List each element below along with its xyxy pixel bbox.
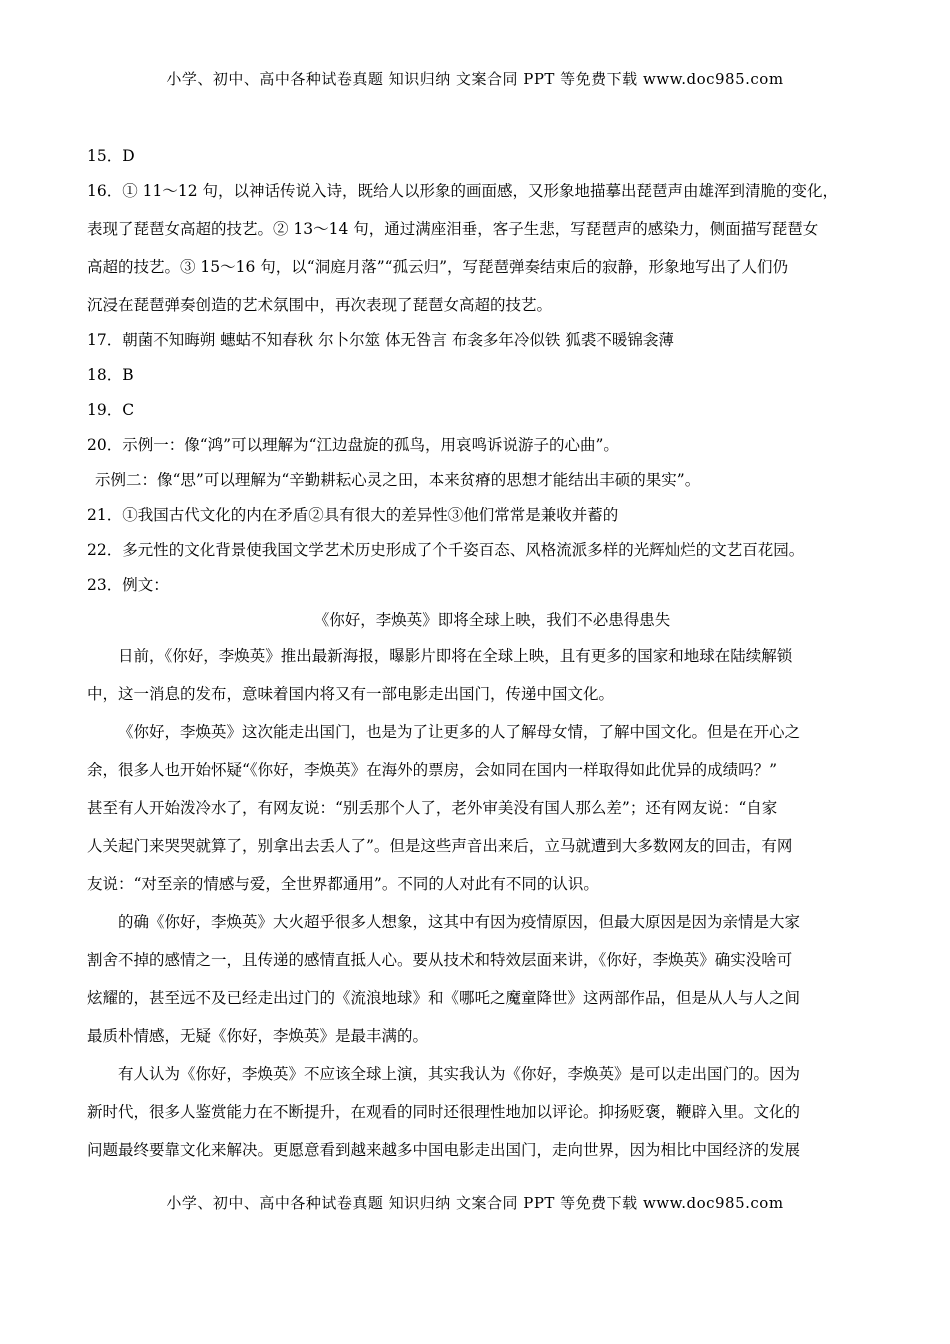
page-header: 小学、初中、高中各种试卷真题 知识归纳 文案合同 PPT 等免费下载 www.doc985.com [166,70,784,88]
answer-19: 19．C [87,401,135,419]
essay-p2-line-1: 《你好，李焕英》这次能走出国门，也是为了让更多的人了解母女情，了解中国文化。但是在开心之 [118,723,801,741]
answer-content [87,146,867,1178]
answer-18: 18．B [87,366,134,384]
essay-p2-line-3: 甚至有人开始泼冷水了，有网友说：“别丢那个人了，老外审美没有国人那么差”；还有网友说：“自家 [87,799,778,817]
essay-p3-line-1: 的确《你好，李焕英》大火超乎很多人想象，这其中有因为疫情原因，但最大原因是因为亲情是大家 [118,913,801,931]
essay-p4-line-2: 新时代，很多人鉴赏能力在不断提升，在观看的同时还很理性地加以评论。抑扬贬褒，鞭辟入里。文化的 [87,1103,801,1121]
essay-p3-line-4: 最质朴情感，无疑《你好，李焕英》是最丰满的。 [87,1027,429,1045]
page-footer: 小学、初中、高中各种试卷真题 知识归纳 文案合同 PPT 等免费下载 www.doc985.com [166,1194,784,1212]
answer-16-line-1: 16．① 11～12 句，以神话传说入诗，既给人以形象的画面感，又形象地描摹出琵琶声由雄浑到清脆的变化， [87,182,839,200]
essay-p4-line-3: 问题最终要靠文化来解决。更愿意看到越来越多中国电影走出国门，走向世界，因为相比中国经济的发展 [87,1141,801,1159]
essay-p2-line-5: 友说：“对至亲的情感与爱，全世界都通用”。不同的人对此有不同的认识。 [87,875,599,893]
answer-17: 17．朝菌不知晦朔 蟪蛄不知春秋 尔卜尔筮 体无咎言 布衾多年冷似铁 狐裘不暖锦衾薄 [87,331,674,349]
answer-22: 22．多元性的文化背景使我国文学艺术历史形成了个千姿百态、风格流派多样的光辉灿烂的文艺百花园。 [87,541,805,559]
essay-title: 《你好，李焕英》即将全球上映，我们不必患得患失 [313,611,671,629]
essay-p3-line-3: 炫耀的，甚至远不及已经走出过门的《流浪地球》和《哪吒之魔童降世》这两部作品，但是从人与人之间 [87,989,801,1007]
essay-p1-line-2: 中，这一消息的发布，意味着国内将又有一部电影走出国门，传递中国文化。 [87,685,615,703]
essay-p4-line-1: 有人认为《你好，李焕英》不应该全球上演，其实我认为《你好，李焕英》是可以走出国门的。因为 [118,1065,801,1083]
essay-p2-line-2: 余，很多人也开始怀疑“《你好，李焕英》在海外的票房，会如同在国内一样取得如此优异的成绩吗？” [87,761,778,779]
essay-p2-line-4: 人关起门来哭哭就算了，别拿出去丢人了”。但是这些声音出来后，立马就遭到大多数网友的回击，有网 [87,837,793,855]
answer-16-line-4: 沉浸在琵琶弹奏创造的艺术氛围中，再次表现了琵琶女高超的技艺。 [87,296,553,314]
answer-20-line-1: 20．示例一：像“鸿”可以理解为“江边盘旋的孤鸟，用哀鸣诉说游子的心曲”。 [87,436,619,454]
essay-p1-line-1: 日前，《你好，李焕英》推出最新海报，曝影片即将在全球上映，且有更多的国家和地球在陆续解锁 [118,647,793,665]
answer-21: 21．①我国古代文化的内在矛盾②具有很大的差异性③他们常常是兼收并蓄的 [87,506,619,524]
answer-16-line-3: 高超的技艺。③ 15～16 句，以“洞庭月落”“孤云归”，写琵琶弹奏结束后的寂静，形象地写出了人们仍 [87,258,788,276]
answer-23: 23．例文： [87,576,169,594]
answer-16-line-2: 表现了琵琶女高超的技艺。② 13～14 句，通过满座泪垂，客子生悲，写琵琶声的感染力，侧面描写琵琶女 [87,220,819,238]
answer-20-line-2: 示例二：像“思”可以理解为“辛勤耕耘心灵之田，本来贫瘠的思想才能结出丰硕的果实”。 [95,471,701,489]
answer-15: 15．D [87,147,135,165]
essay-p3-line-2: 割舍不掉的感情之一，且传递的感情直抵人心。要从技术和特效层面来讲，《你好，李焕英》确实没啥可 [87,951,793,969]
